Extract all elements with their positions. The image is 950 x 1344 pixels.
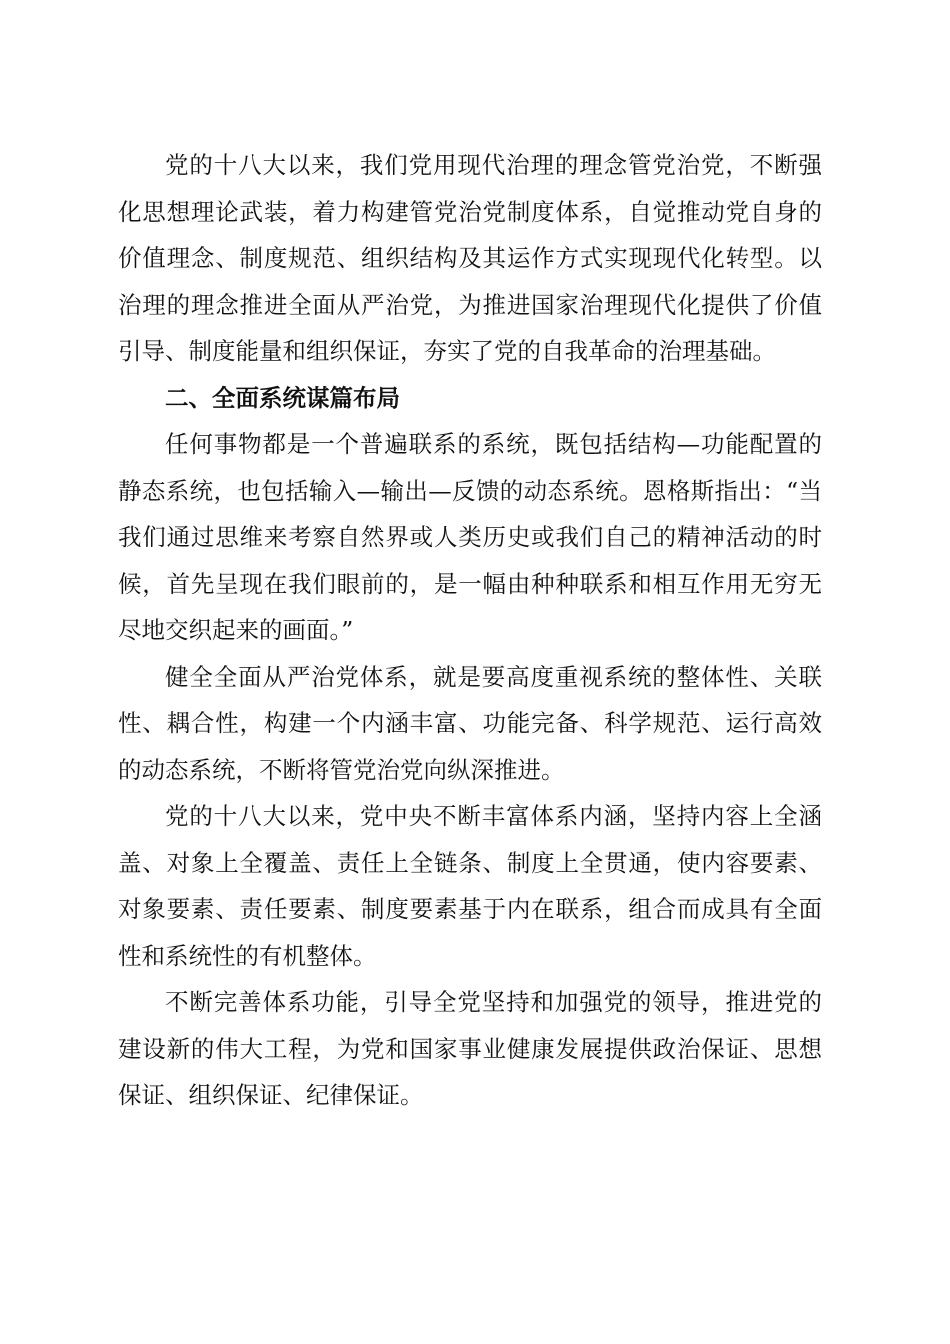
section-heading: 二、全面系统谋篇布局 — [165, 383, 400, 412]
paragraph-system: 任何事物都是一个普遍联系的系统，既包括结构—功能配置的静态系统，也包括输入—输出—反馈的动态系统。恩格斯指出：“当我们通过思维来考察自然界或人类历史或我们自己的精神活动的时候，首先呈现在我们眼前的，是一幅由种种联系和相互作用无穷无尽地交织起来的画面。” — [118, 430, 822, 644]
paragraph-enrich-content: 党的十八大以来，党中央不断丰富体系内涵，坚持内容上全涵盖、对象上全覆盖、责任上全链条、制度上全贯通，使内容要素、对象要素、责任要素、制度要素基于内在联系，组合而成具有全面性和系统性的有机整体。 — [118, 802, 822, 970]
paragraph-sound-system: 健全全面从严治党体系，就是要高度重视系统的整体性、关联性、耦合性，构建一个内涵丰富、功能完备、科学规范、运行高效的动态系统，不断将管党治党向纵深推进。 — [118, 662, 822, 784]
paragraph-intro: 党的十八大以来，我们党用现代治理的理念管党治党，不断强化思想理论武装，着力构建管党治党制度体系，自觉推动党自身的价值理念、制度规范、组织结构及其运作方式实现现代化转型。以治理的理念推进全面从严治党，为推进国家治理现代化提供了价值引导、制度能量和组织保证，夯实了党的自我革命的治理基础。 — [118, 151, 822, 365]
document-page — [118, 142, 822, 1119]
paragraph-improve-function: 不断完善体系功能，引导全党坚持和加强党的领导，推进党的建设新的伟大工程，为党和国家事业健康发展提供政治保证、思想保证、组织保证、纪律保证。 — [118, 988, 822, 1109]
